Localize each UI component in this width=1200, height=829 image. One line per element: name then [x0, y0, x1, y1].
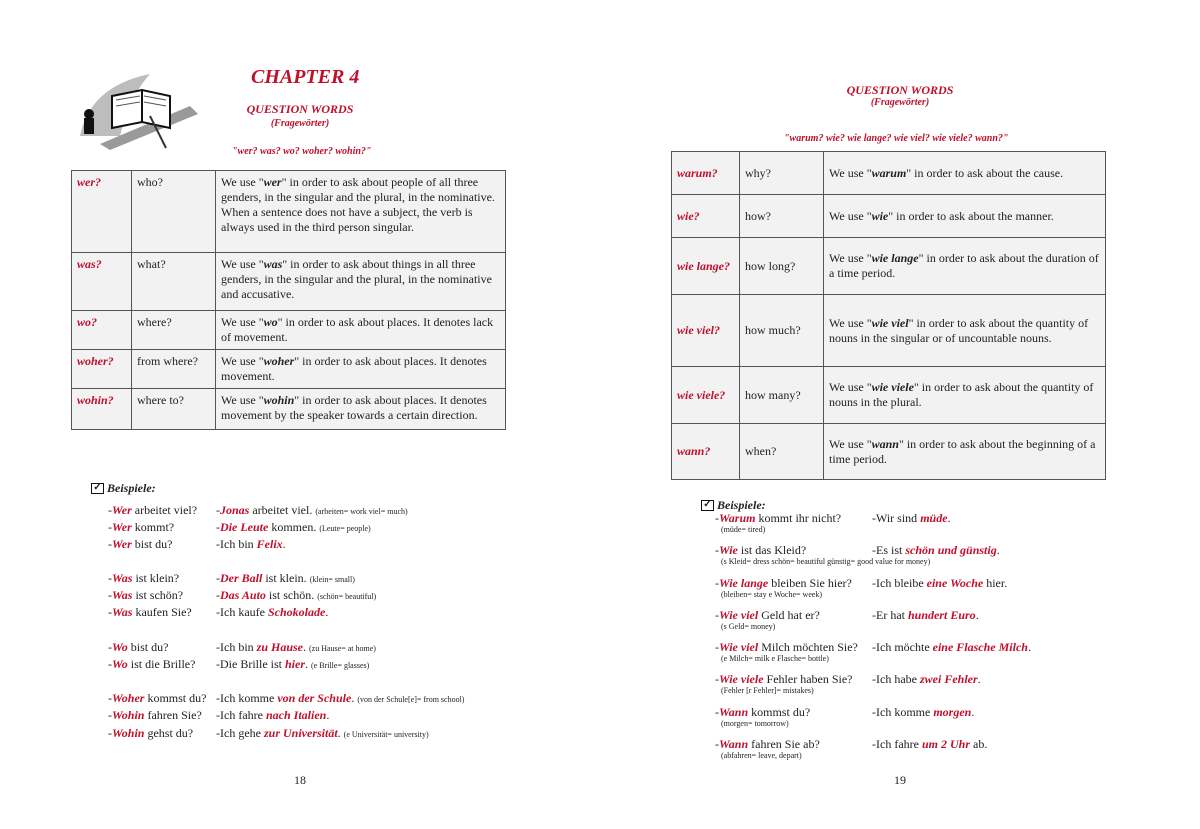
example-question: -Wer arbeitet viel? — [108, 503, 198, 517]
example-question: -Wo bist du? — [108, 640, 169, 654]
key-word: wer — [263, 175, 282, 189]
meaning: how much? — [740, 295, 824, 367]
question-word: wohin? — [72, 389, 132, 430]
example-answer: -Der Ball ist klein. (klein= small) — [216, 571, 355, 585]
gloss-note: (bleiben= stay e Woche= week) — [721, 590, 823, 599]
example-question: -Wann kommst du? — [715, 705, 811, 719]
section-subtitle: (Fragewörter) — [270, 118, 330, 129]
answer-highlight: Jonas — [220, 503, 250, 517]
example-answer: -Ich fahre um 2 Uhr ab. — [872, 737, 988, 751]
table-row — [672, 195, 1106, 238]
question-word: Wer — [112, 537, 132, 551]
example-answer: -Ich bin zu Hause. (zu Hause= at home) — [216, 640, 376, 654]
gloss-note: (arbeiten= work viel= much) — [315, 507, 408, 516]
explanation: We use "wie viel" in order to ask about the quantity of nouns in the singular or of uncountable nouns. — [824, 295, 1106, 367]
example-question: -Was kaufen Sie? — [108, 605, 192, 619]
key-word: warum — [871, 165, 907, 180]
examples-heading — [91, 481, 156, 496]
question-word: warum? — [672, 152, 740, 195]
question-words-table — [71, 170, 506, 430]
example-question: -Wann fahren Sie ab? — [715, 737, 820, 751]
example-answer: -Ich gehe zur Universität. (e Universität= university) — [216, 726, 429, 740]
explanation: We use "wo" in order to ask about places. It denotes lack of movement. — [216, 311, 506, 350]
table-row — [72, 389, 506, 430]
table-row — [672, 367, 1106, 424]
question-word: Wie — [719, 543, 738, 557]
table-row — [672, 424, 1106, 480]
answer-highlight: Felix — [256, 537, 283, 551]
gloss-note: (morgen= tomorrow) — [721, 719, 789, 728]
question-word: wie viel? — [672, 295, 740, 367]
explanation: We use "wer" in order to ask about people of all three genders, in the singular and the plural, in the nominative. When a sentence does not have a subject, the verb is always used in the third person singular. — [216, 171, 506, 253]
table-row — [72, 311, 506, 350]
example-answer: -Das Auto ist schön. (schön= beautiful) — [216, 588, 377, 602]
chapter-title: CHAPTER 4 — [251, 66, 360, 88]
question-word: Was — [112, 588, 133, 602]
answer-highlight: zwei Fehler — [919, 672, 978, 686]
example-question: -Wie viele Fehler haben Sie? — [715, 672, 853, 686]
gloss-note: (s Geld= money) — [721, 622, 776, 631]
answer-highlight: Schokolade — [267, 605, 326, 619]
answer-highlight: von der Schule — [277, 691, 352, 705]
example-answer: -Ich bin Felix. — [216, 537, 286, 551]
explanation: We use "wie viele" in order to ask about the quantity of nouns in the plural. — [824, 367, 1106, 424]
gloss-note: (Fehler [r Fehler]= mistakes) — [721, 686, 814, 695]
question-word: Wo — [112, 657, 128, 671]
page-right — [600, 0, 1200, 829]
question-word: wie lange? — [672, 238, 740, 295]
explanation: We use "woher" in order to ask about places. It denotes movement. — [216, 350, 506, 389]
checkbox-icon: ✓ — [701, 500, 714, 511]
example-question: -Wer bist du? — [108, 537, 173, 551]
question-word: Wo — [112, 640, 128, 654]
table-row — [72, 350, 506, 389]
example-question: -Wer kommt? — [108, 520, 175, 534]
examples-label: Beispiele: — [717, 498, 766, 512]
table-row — [72, 253, 506, 311]
answer-highlight: nach Italien — [265, 708, 327, 722]
gloss-note: (klein= small) — [309, 575, 355, 584]
question-word: Wie viele — [719, 672, 764, 686]
answer-highlight: zur Universität — [263, 726, 338, 740]
example-question: -Wohin gehst du? — [108, 726, 194, 740]
example-question: -Wohin fahren Sie? — [108, 708, 202, 722]
question-words-table — [671, 151, 1106, 480]
example-answer: -Ich komme von der Schule. (von der Schule[e]= from school) — [216, 691, 465, 705]
gloss-note: (e Milch= milk e Flasche= bottle) — [721, 654, 829, 663]
meaning: who? — [132, 171, 216, 253]
gloss-note: (von der Schule[e]= from school) — [357, 695, 465, 704]
example-question: -Wo ist die Brille? — [108, 657, 196, 671]
answer-highlight: Das Auto — [220, 588, 266, 602]
key-word: wie — [871, 208, 889, 223]
example-answer: -Ich kaufe Schokolade. — [216, 605, 329, 619]
examples-label: Beispiele: — [107, 481, 156, 495]
example-answer: -Wir sind müde. — [872, 511, 951, 525]
gloss-note: (e Universität= university) — [343, 730, 429, 739]
table-row — [672, 238, 1106, 295]
section-title: QUESTION WORDS — [846, 83, 954, 97]
question-word: Wie viel — [719, 640, 759, 654]
meaning: how many? — [740, 367, 824, 424]
question-word: Wohin — [112, 708, 145, 722]
question-word: Wer — [112, 503, 132, 517]
gloss-note: (müde= tired) — [721, 525, 766, 534]
example-answer: -Ich möchte eine Flasche Milch. — [872, 640, 1031, 654]
example-question: -Was ist schön? — [108, 588, 184, 602]
example-answer: -Ich komme morgen. — [872, 705, 975, 719]
question-word: was? — [72, 253, 132, 311]
answer-highlight: Die Leute — [220, 520, 269, 534]
gloss-note: (abfahren= leave, depart) — [721, 751, 802, 760]
meaning: what? — [132, 253, 216, 311]
page-number: 19 — [894, 773, 906, 787]
key-word: woher — [263, 354, 295, 368]
meaning: how long? — [740, 238, 824, 295]
question-words-line: "wer? was? wo? woher? wohin?" — [232, 146, 372, 157]
example-question: -Wie viel Milch möchten Sie? — [715, 640, 858, 654]
explanation: We use "warum" in order to ask about the cause. — [824, 152, 1106, 195]
example-question: -Warum kommt ihr nicht? — [715, 511, 842, 525]
section-title: QUESTION WORDS — [246, 102, 354, 116]
question-word: Wie lange — [719, 576, 769, 590]
checkbox-icon: ✓ — [91, 483, 104, 494]
explanation: We use "wann" in order to ask about the beginning of a time period. — [824, 424, 1106, 480]
gloss-note: (s Kleid= dress schön= beautiful günstig= good value for money) — [721, 557, 931, 566]
gloss-note: (zu Hause= at home) — [309, 644, 376, 653]
key-word: wohin — [263, 393, 295, 407]
example-answer: -Ich fahre nach Italien. — [216, 708, 330, 722]
answer-highlight: morgen — [933, 705, 972, 719]
explanation: We use "was" in order to ask about things in all three genders, in the singular and the plural, in the nominative and accusative. — [216, 253, 506, 311]
key-word: wie viele — [871, 380, 914, 394]
example-answer: -Die Brille ist hier. (e Brille= glasses) — [216, 657, 370, 671]
answer-highlight: um 2 Uhr — [921, 737, 970, 751]
table-row — [72, 171, 506, 253]
example-question: -Was ist klein? — [108, 571, 180, 585]
question-word: Wann — [719, 705, 749, 719]
key-word: wie lange — [871, 251, 919, 265]
answer-highlight: eine Woche — [926, 576, 984, 590]
book-illustration — [70, 66, 200, 150]
question-word: Wohin — [112, 726, 145, 740]
meaning: how? — [740, 195, 824, 238]
question-word: wie viele? — [672, 367, 740, 424]
answer-highlight: hundert Euro — [907, 608, 976, 622]
key-word: wie viel — [871, 315, 909, 330]
meaning: where to? — [132, 389, 216, 430]
table-row — [672, 152, 1106, 195]
example-question: -Woher kommst du? — [108, 691, 207, 705]
example-question: -Wie viel Geld hat er? — [715, 608, 820, 622]
question-words-line: "warum? wie? wie lange? wie viel? wie viele? wann?" — [784, 133, 1009, 144]
question-word: Woher — [112, 691, 145, 705]
key-word: wo — [263, 315, 278, 329]
answer-highlight: müde — [920, 511, 948, 525]
question-word: Wer — [112, 520, 132, 534]
explanation: We use "wie lange" in order to ask about the duration of a time period. — [824, 238, 1106, 295]
meaning: from where? — [132, 350, 216, 389]
example-answer: -Ich bleibe eine Woche hier. — [872, 576, 1008, 590]
page-number: 18 — [294, 773, 306, 787]
question-word: Was — [112, 605, 133, 619]
answer-highlight: zu Hause — [256, 640, 304, 654]
explanation: We use "wie" in order to ask about the manner. — [824, 195, 1106, 238]
answer-highlight: eine Flasche Milch — [932, 640, 1028, 654]
key-word: was — [263, 257, 283, 271]
question-word: Was — [112, 571, 133, 585]
example-answer: -Ich habe zwei Fehler. — [872, 672, 981, 686]
explanation: We use "wohin" in order to ask about places. It denotes movement by the speaker towards a certain direction. — [216, 389, 506, 430]
section-subtitle: (Fragewörter) — [870, 97, 930, 108]
example-question: -Wie ist das Kleid? — [715, 543, 807, 557]
question-word: Warum — [719, 511, 756, 525]
question-word: wann? — [672, 424, 740, 480]
example-answer: -Es ist schön und günstig. — [872, 543, 1000, 557]
gloss-note: (schön= beautiful) — [317, 592, 377, 601]
gloss-note: (Leute= people) — [319, 524, 371, 533]
example-answer: -Er hat hundert Euro. — [872, 608, 979, 622]
question-word: Wie viel — [719, 608, 759, 622]
question-word: wo? — [72, 311, 132, 350]
gloss-note: (e Brille= glasses) — [311, 661, 370, 670]
meaning: when? — [740, 424, 824, 480]
example-answer: -Die Leute kommen. (Leute= people) — [216, 520, 371, 534]
key-word: wann — [871, 436, 899, 451]
meaning: why? — [740, 152, 824, 195]
meaning: where? — [132, 311, 216, 350]
example-question: -Wie lange bleiben Sie hier? — [715, 576, 852, 590]
example-answer: -Jonas arbeitet viel. (arbeiten= work viel= much) — [216, 503, 408, 517]
answer-highlight: hier — [285, 657, 306, 671]
answer-highlight: Der Ball — [220, 571, 263, 585]
question-word: Wann — [719, 737, 749, 751]
answer-highlight: schön und günstig — [905, 543, 997, 557]
table-row — [672, 295, 1106, 367]
question-word: woher? — [72, 350, 132, 389]
question-word: wer? — [72, 171, 132, 253]
question-word: wie? — [672, 195, 740, 238]
